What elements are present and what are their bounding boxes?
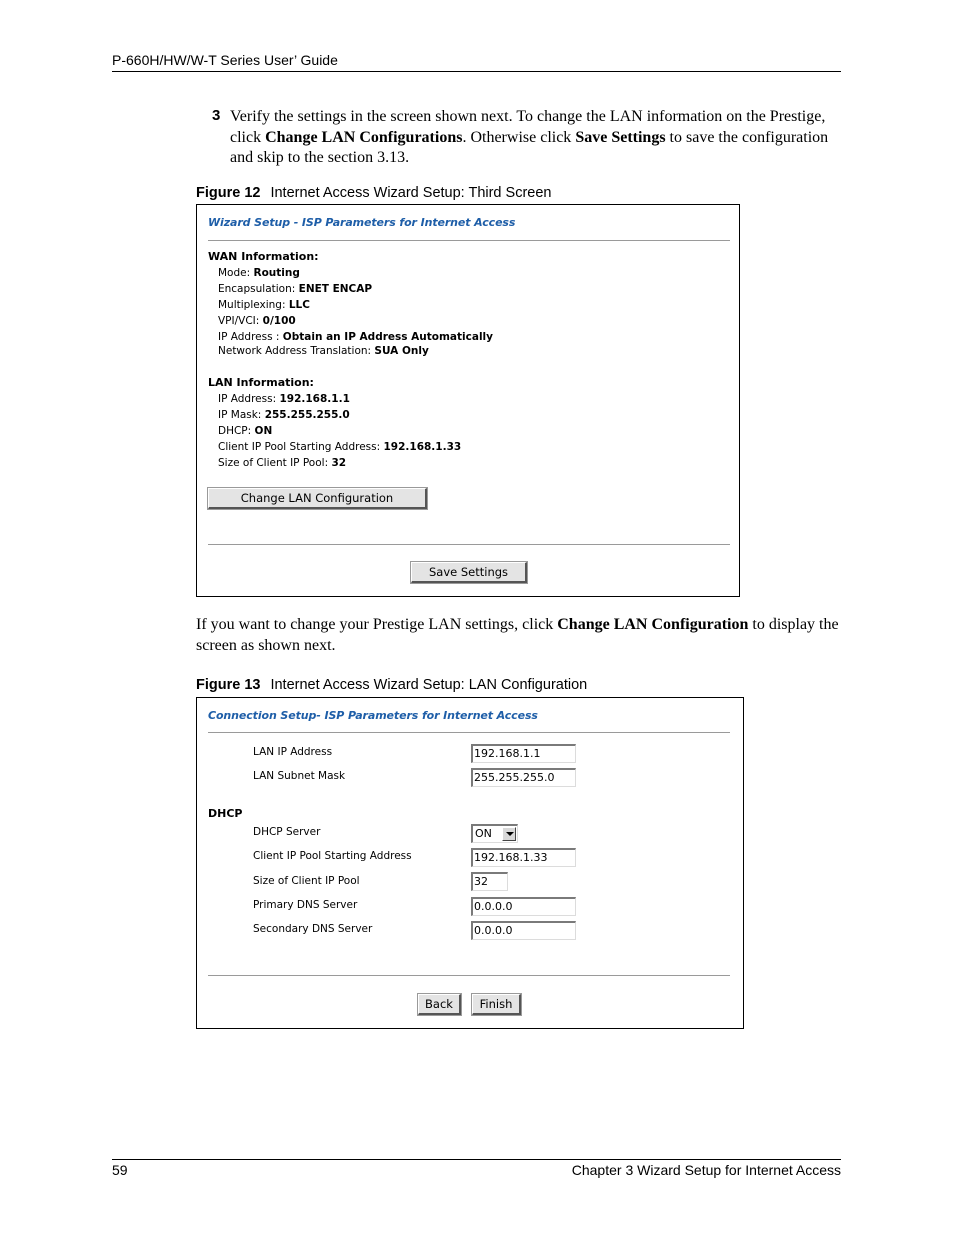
- lan-subnet-mask-label: LAN Subnet Mask: [253, 770, 346, 782]
- lan-ip-address-input[interactable]: 192.168.1.1: [471, 744, 576, 763]
- figure12-label: Figure 12: [196, 185, 261, 201]
- dhcp-server-label: DHCP Server: [253, 826, 321, 838]
- wan-ip-address: [218, 331, 493, 343]
- lan-configuration-screen: [196, 697, 744, 1029]
- wan-vpi-vci-label: VPI/VCI:: [218, 315, 263, 327]
- lan-dhcp: [218, 425, 272, 437]
- para2-text-1: If you want to change your Prestige LAN settings, click: [196, 616, 558, 633]
- lan-pool-size-value: 32: [331, 457, 347, 469]
- wan-mode-label: Mode:: [218, 267, 254, 279]
- back-button[interactable]: Back: [418, 994, 461, 1015]
- figure13-caption: [196, 677, 587, 693]
- figure12-caption-text: Internet Access Wizard Setup: Third Screen: [270, 185, 552, 201]
- header-rule: [112, 71, 841, 72]
- pool-start-input[interactable]: 192.168.1.33: [471, 848, 576, 867]
- change-lan-configuration-button[interactable]: Change LAN Configuration: [208, 488, 427, 509]
- finish-button[interactable]: Finish: [472, 994, 521, 1015]
- lan-pool-size: [218, 457, 346, 469]
- wan-ip-address-value: Obtain an IP Address Automatically: [282, 331, 493, 343]
- secondary-dns-label: Secondary DNS Server: [253, 923, 373, 935]
- lan-ip-address-label: LAN IP Address: [253, 746, 333, 758]
- running-header: P-660H/HW/W-T Series User’ Guide: [112, 52, 338, 68]
- wizard-third-screen: [196, 204, 740, 597]
- wan-vpi-vci-value: 0/100: [262, 315, 296, 327]
- wan-nat-value: SUA Only: [374, 345, 429, 357]
- lan-ip-mask: [218, 409, 350, 421]
- lan-ip-address: [218, 393, 350, 405]
- wan-mode-value: Routing: [253, 267, 300, 279]
- wan-nat: [218, 345, 429, 357]
- wan-encapsulation-value: ENET ENCAP: [298, 283, 373, 295]
- lan-dhcp-label: DHCP:: [218, 425, 255, 437]
- figure12-caption: [196, 185, 551, 201]
- wan-ip-address-label: IP Address :: [218, 331, 283, 343]
- chevron-down-icon[interactable]: [502, 827, 516, 841]
- primary-dns-input[interactable]: 0.0.0.0: [471, 897, 576, 916]
- pool-size-label: Size of Client IP Pool: [253, 875, 360, 887]
- lan-ip-mask-value: 255.255.255.0: [264, 409, 350, 421]
- para2-bold: Change LAN Configuration: [557, 616, 749, 633]
- step3-bold-1: Change LAN Configurations: [265, 128, 463, 146]
- screen-title: Connection Setup- ISP Parameters for Internet Access: [208, 709, 538, 722]
- lan-pool-size-label: Size of Client IP Pool:: [218, 457, 332, 469]
- wan-encapsulation: [218, 283, 372, 295]
- para2-text-2: to display the screen as shown next.: [196, 616, 839, 654]
- wan-multiplexing-label: Multiplexing:: [218, 299, 289, 311]
- dhcp-heading: DHCP: [208, 807, 243, 820]
- step3-paragraph: [230, 107, 842, 169]
- lan-pool-start: [218, 441, 461, 453]
- wan-vpi-vci: [218, 315, 296, 327]
- change-lan-paragraph: [196, 615, 841, 656]
- figure13-label: Figure 13: [196, 677, 261, 693]
- pool-size-input[interactable]: 32: [471, 872, 508, 891]
- wan-encapsulation-label: Encapsulation:: [218, 283, 299, 295]
- screen-title: Wizard Setup - ISP Parameters for Internet Access: [208, 216, 516, 229]
- page-number: 59: [112, 1162, 128, 1178]
- save-settings-button[interactable]: Save Settings: [411, 562, 527, 583]
- lan-dhcp-value: ON: [254, 425, 273, 437]
- wan-multiplexing-value: LLC: [288, 299, 310, 311]
- lan-ip-address-value: 192.168.1.1: [279, 393, 350, 405]
- wan-mode: [218, 267, 300, 279]
- lan-subnet-mask-input[interactable]: 255.255.255.0: [471, 768, 576, 787]
- wan-info-heading: WAN Information:: [208, 250, 319, 263]
- secondary-dns-input[interactable]: 0.0.0.0: [471, 921, 576, 940]
- dhcp-server-select[interactable]: [471, 824, 518, 843]
- footer-rule: [112, 1159, 841, 1160]
- lan-info-heading: LAN Information:: [208, 376, 314, 389]
- title-divider: [208, 240, 730, 241]
- step-number: 3: [212, 107, 221, 124]
- pool-start-label: Client IP Pool Starting Address: [253, 850, 412, 862]
- bottom-divider: [208, 975, 730, 976]
- lan-pool-start-value: 192.168.1.33: [383, 441, 462, 453]
- chapter-title: Chapter 3 Wizard Setup for Internet Access: [571, 1162, 841, 1178]
- lan-pool-start-label: Client IP Pool Starting Address:: [218, 441, 384, 453]
- figure13-caption-text: Internet Access Wizard Setup: LAN Configuration: [270, 677, 588, 693]
- wan-multiplexing: [218, 299, 310, 311]
- dhcp-server-value: ON: [475, 827, 492, 840]
- lan-ip-mask-label: IP Mask:: [218, 409, 265, 421]
- primary-dns-label: Primary DNS Server: [253, 899, 358, 911]
- bottom-divider: [208, 544, 730, 545]
- lan-ip-address-label: IP Address:: [218, 393, 280, 405]
- step3-text-3: to save the configuration and skip to the section 3.13.: [230, 128, 829, 166]
- step3-text-1: Verify the settings in the screen shown next. To change the LAN information on the Prestige, click: [230, 108, 826, 146]
- title-divider: [208, 732, 730, 733]
- step3-bold-2: Save Settings: [575, 128, 666, 146]
- step3-text-2: . Otherwise click: [462, 128, 576, 146]
- wan-nat-label: Network Address Translation:: [218, 345, 375, 357]
